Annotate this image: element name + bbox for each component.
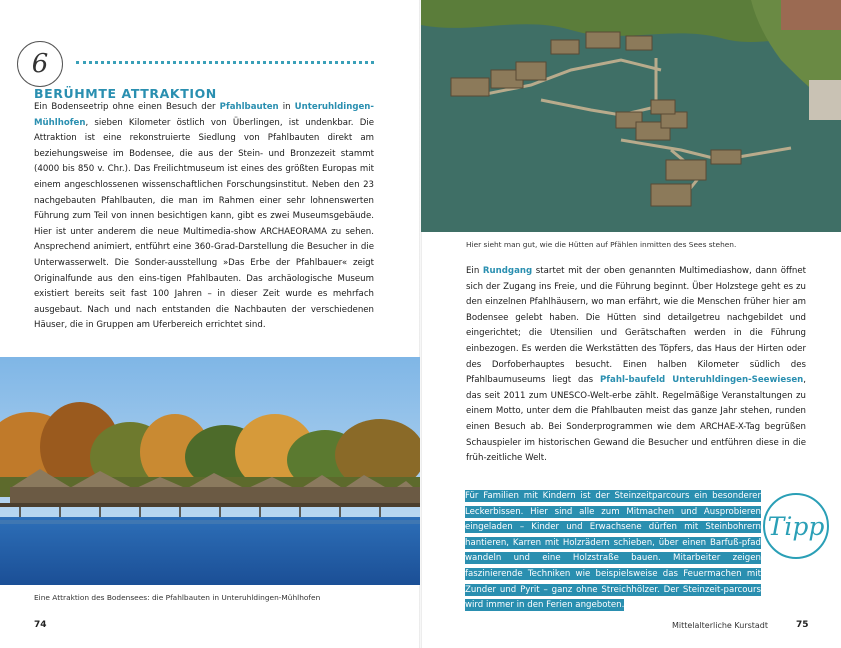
- body-text-run: startet mit der oben genannten Multimediashow, dann öffnet sich der Zugang ins Freie, und die Führung beginnt. Über Holzstege geht es zu den einzelnen Pfahlhäusern, wo man erfährt, wie die Menschen früher hier am Bodensee gelebt haben. Die Hütten sind detailgetreu nachgebildet und eingerichtet; die Utensilien und Gerätschaften werden in die Führung einbezogen. Es werden die Werkstätten des Töpfers, das Haus der Hirten oder des Dorfoberhauptes besucht. Einen halben Kilometer südlich des Pfahlbaumuseums liegt das: [466, 266, 806, 386]
- highlighted-term: Pfahlbauten: [219, 102, 279, 112]
- photo-pile-dwellings-shore: [0, 357, 420, 585]
- body-text-run: Ein: [466, 266, 483, 276]
- highlighted-term: Rundgang: [482, 266, 533, 276]
- body-text-run: , sieben Kilometer östlich von Überlingen, ist undenkbar. Die Attraktion ist eine rekonstruierte Siedlung von Pfahlbauten direkt am beziehungsweise im Bodensee, die aus der Stein- und Bronzezeit stammt (4000 bis 850 v. Chr.). Das Freilichtmuseum ist eines des größten Europas mit einem angeschlossenen wissenschaftlichen Forschungsinstitut. Neben den 23 nachgebauten Pfahlbauten, die man im Rahmen einer sehr lohnenswerten Führung zum Teil von innen besichtigen kann, gibt es zwei Museumsgebäude. Hier ist unter anderem die neue Multimedia-show ARCHAEORAMA zu sehen. Ansprechend animiert, entführt eine 360-Grad-Darstellung die Besucher in die Unterwasserwelt. Die Sonder-ausstellung »Das Erbe der Pfahlbauer« zeigt Originalfunde aus den eins-tigen Pfahlbauten. Das archäologische Museum existiert bereits seit fast 100 Jahren – in dieser Zeit wurde es mehrfach ausgebaut. Nach und nach entstanden die Nachbauten der verschiedenen Häuser, die in Gruppen am Uferbereich errichtet sind.: [34, 117, 374, 331]
- dotted-divider: [76, 61, 374, 64]
- photo-aerial-pile-dwellings: [421, 0, 841, 232]
- body-text-run: Ein Bodenseetrip ohne einen Besuch der: [34, 102, 220, 112]
- tip-badge: Tipp: [763, 493, 829, 559]
- photo-caption-right: Hier sieht man gut, wie die Hütten auf Pfählen inmitten des Sees stehen.: [466, 240, 737, 249]
- highlighted-term: Unteruhldingen-Mühlhofen: [34, 102, 374, 128]
- tip-box: [465, 489, 761, 614]
- page-number-left: 74: [34, 620, 47, 630]
- tip-text: Für Familien mit Kindern ist der Steinzeitparcours ein besonderer Leckerbissen. Hier sind alle zum Mitmachen und Ausprobieren eingeladen – Kinder und Erwachsene dürfen mit Steinbohrern hantieren, Karren mit Holzrädern schieben, über einen Barfuß-pfad wandeln und eine Holzstraße bauen. Mitarbeiter zeigen faszinierende Techniken wie beispielsweise das Feuermachen mit Zunder und Pyrit – ganz ohne Streichhölzer. Der Steinzeit-parcours wird immer in den Ferien angeboten.: [465, 491, 761, 611]
- left-page: [0, 0, 420, 648]
- chapter-number-badge: 6: [17, 41, 63, 87]
- page-number-right: 75: [796, 620, 809, 630]
- photo-caption-left: Eine Attraktion des Bodensees: die Pfahlbauten in Unteruhldingen-Mühlhofen: [34, 593, 321, 602]
- section-heading: BERÜHMTE ATTRAKTION: [34, 86, 217, 101]
- highlighted-term: Pfahl-baufeld Unteruhldingen-Seewiesen: [600, 375, 804, 386]
- body-text-run: in: [278, 102, 295, 112]
- body-text-run: , das seit 2011 zum UNESCO-Welt-erbe zählt. Regelmäßige Veranstaltungen zu einem Motto, unter dem die Pfahlbauten meist das ganze Jahr stehen, runden einen Besuch ab. Bei Sonderprogrammen wie dem ARCHAE-X-Tag begrüßen Schauspieler im historischen Gewand die Besucher und entführen diese in die früh-zeitliche Welt.: [466, 375, 806, 464]
- running-footer-title: Mittelalterliche Kurstadt: [672, 621, 769, 630]
- left-body-text: [34, 100, 374, 334]
- right-body-text: [466, 264, 806, 467]
